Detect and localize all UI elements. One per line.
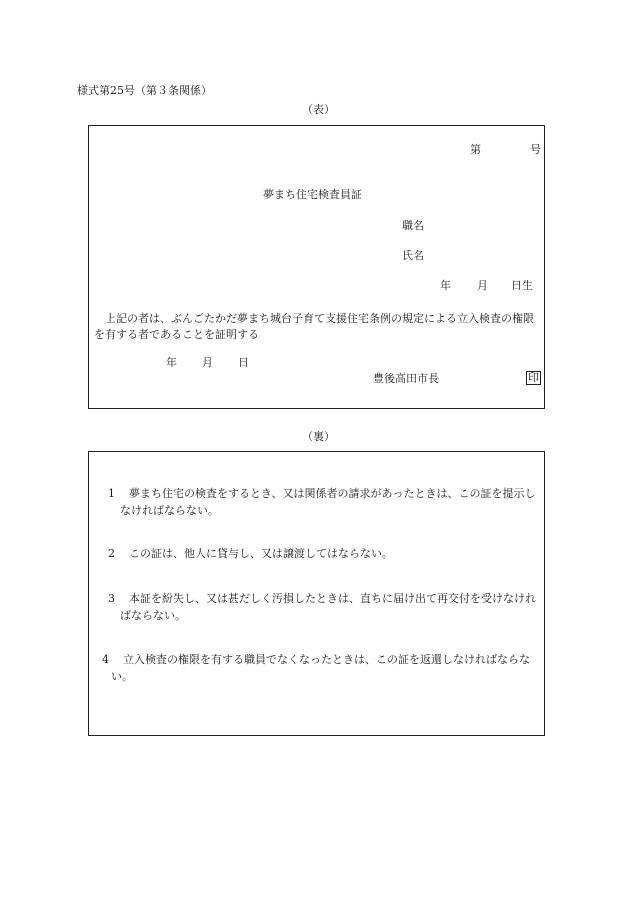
item-number: 1 (108, 487, 115, 500)
list-item (102, 651, 540, 685)
serial-dai: 第 (470, 143, 481, 156)
item-number: 4 (102, 653, 109, 666)
item-number: 3 (108, 592, 115, 605)
item-text: 夢まち住宅の検査をするとき、又は関係者の請求があったときは、この証を提示しなければならない。 (120, 487, 536, 518)
issue-day: 日 (238, 356, 249, 369)
seal-text: 印 (528, 371, 539, 384)
item-text: 本証を紛失し、又は甚だしく汚損したときは、直ちに届け出て再交付を受けなければならない。 (120, 592, 536, 623)
card-title: 夢まち住宅検査員証 (263, 188, 362, 201)
serial-go: 号 (530, 143, 541, 156)
issue-month: 月 (202, 356, 213, 369)
item-text: 立入検査の権限を有する職員でなくなったときは、この証を返還しなければならない。 (111, 653, 530, 684)
birth-day: 日生 (511, 279, 533, 292)
list-item (108, 485, 540, 519)
position-label: 職名 (402, 219, 424, 232)
back-side-label: （裏） (302, 430, 335, 443)
front-side-label: （表） (302, 103, 335, 116)
item-text: この証は、他人に貸与し、又は譲渡してはならない。 (129, 547, 393, 560)
issuer-name: 豊後高田市長 (373, 372, 439, 385)
certification-text: 上記の者は、ぶんごたかだ夢まち城台子育て支援住宅条例の規定による立入検査の権限を有する者であることを証明する (94, 312, 534, 341)
list-item (108, 545, 540, 562)
birth-year: 年 (440, 279, 451, 292)
back-card (88, 451, 545, 736)
birth-month: 月 (477, 279, 488, 292)
front-card (88, 125, 545, 409)
name-label: 氏名 (402, 249, 424, 262)
item-number: 2 (108, 547, 115, 560)
form-number: 様式第25号（第３条関係） (77, 84, 212, 97)
issue-year: 年 (166, 356, 177, 369)
list-item (108, 590, 540, 624)
seal-mark (526, 371, 541, 386)
